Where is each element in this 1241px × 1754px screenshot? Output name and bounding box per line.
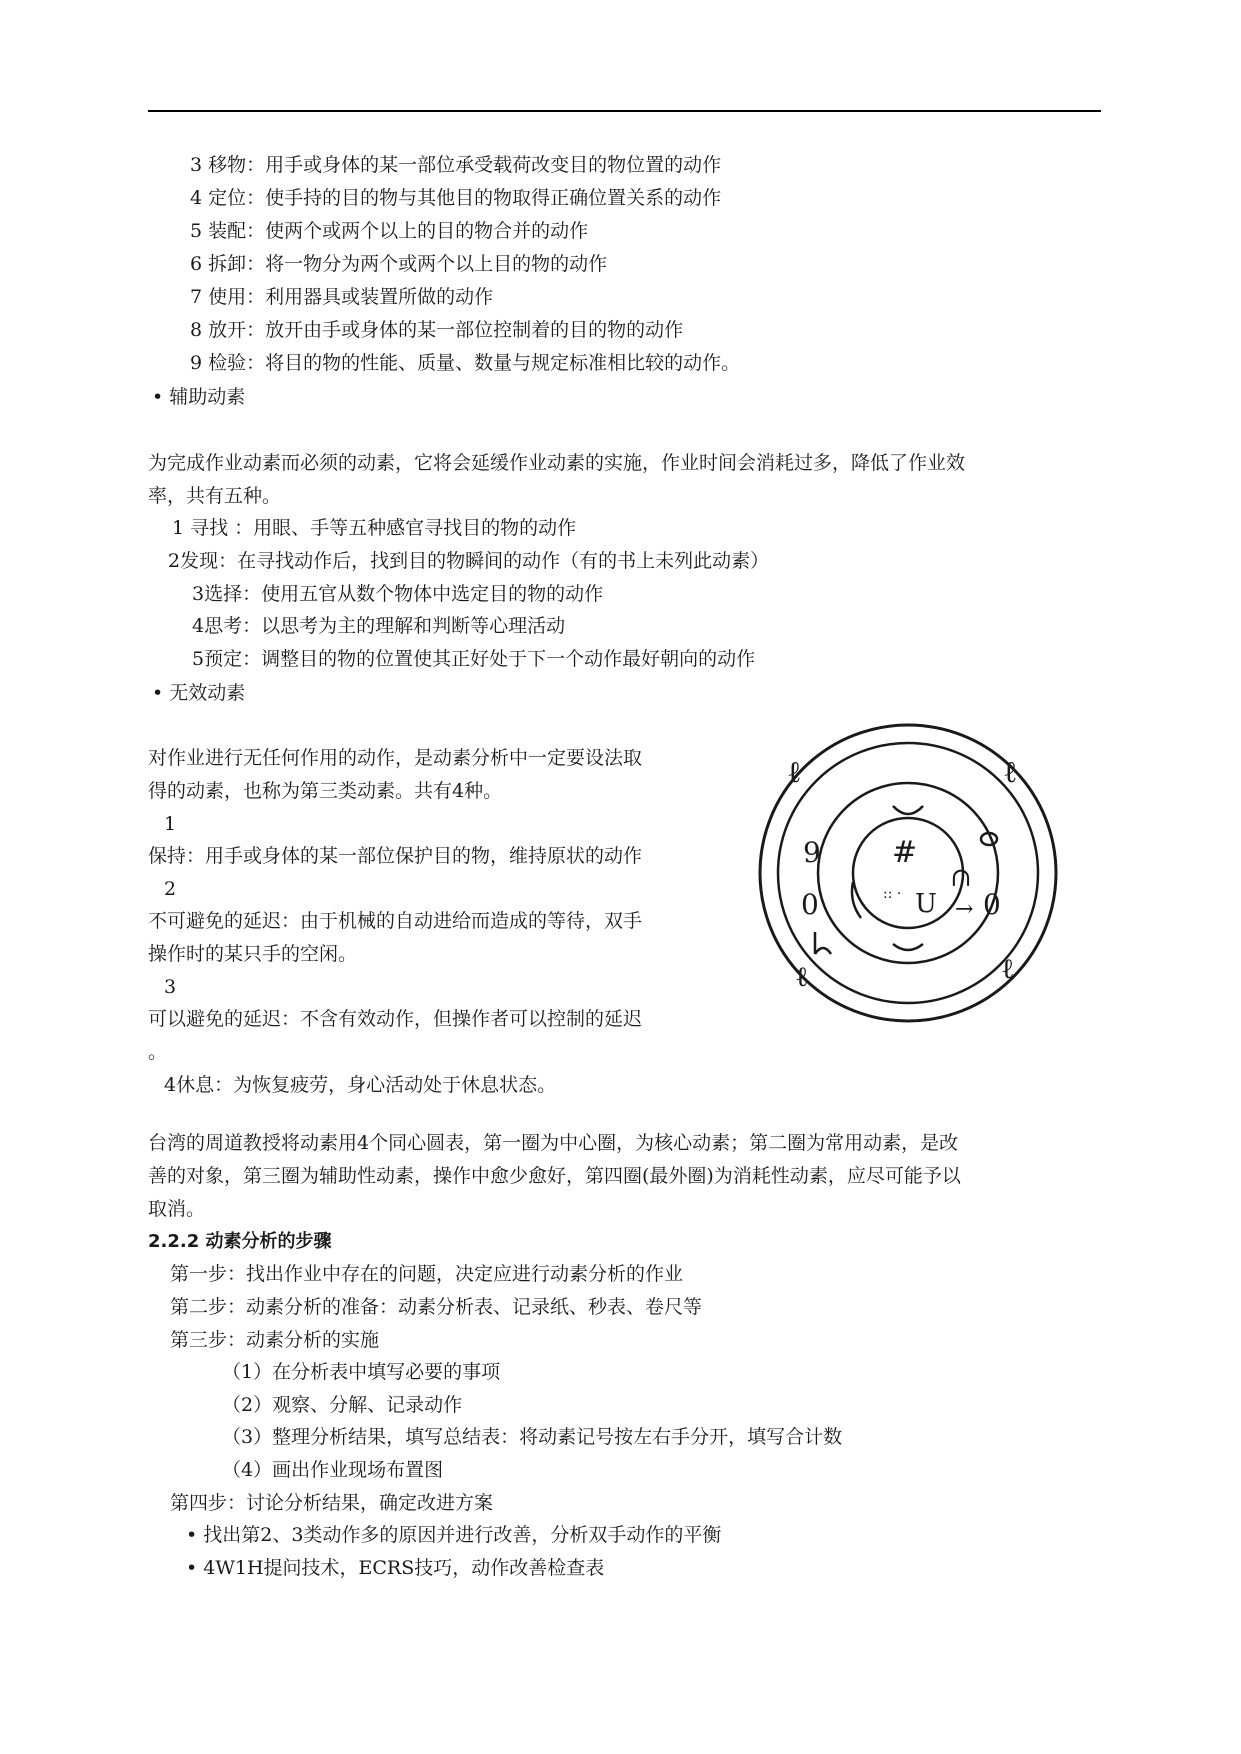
section-title: 2.2.2 动素分析的步骤 xyxy=(148,1231,332,1252)
substep-4: （4）画出作业现场布置图 xyxy=(222,1459,444,1481)
aux-item-5: 5预定：调整目的物的位置使其正好处于下一个动作最好朝向的动作 xyxy=(192,648,756,670)
symbol-ring2-arrow: → xyxy=(955,897,974,922)
aux-desc-line2: 率，共有五种。 xyxy=(148,485,282,507)
step-4-bullet-2: • 4W1H提问技术，ECRS技巧，动作改善检查表 xyxy=(186,1557,605,1579)
invalid-item-1: 保持：用手或身体的某一部位保护目的物，维持原状的动作 xyxy=(148,845,643,867)
symbol-ring2-cap: ∩ xyxy=(950,863,972,893)
invalid-item-3-line1: 可以避免的延迟：不含有效动作，但操作者可以控制的延迟 xyxy=(148,1008,643,1030)
invalid-item-2-line2: 操作时的某只手的空闲。 xyxy=(148,943,358,965)
symbol-core-u: U xyxy=(915,889,937,919)
basic-item-6: 6 拆卸：将一物分为两个或两个以上目的物的动作 xyxy=(190,253,608,275)
symbol-ring3-zero-left: 0 xyxy=(801,888,819,921)
invalid-num-3: 3 xyxy=(164,976,177,998)
step-4: 第四步：讨论分析结果，确定改进方案 xyxy=(170,1492,494,1514)
basic-item-5: 5 装配：使两个或两个以上的目的物合并的动作 xyxy=(190,220,589,242)
basic-item-9: 9 检验：将目的物的性能、质量、数量与规定标准相比较的动作。 xyxy=(190,352,741,374)
basic-item-3: 3 移物：用手或身体的某一部位承受载荷改变目的物位置的动作 xyxy=(190,154,722,176)
aux-item-4: 4思考：以思考为主的理解和判断等心理活动 xyxy=(192,615,566,637)
header-rule xyxy=(148,110,1101,112)
symbol-core-dots: :: · xyxy=(883,886,902,902)
substep-2: （2）观察、分解、记录动作 xyxy=(222,1394,463,1416)
concentric-circle-diagram xyxy=(757,722,1059,1024)
step-3: 第三步：动素分析的实施 xyxy=(170,1329,380,1351)
symbol-outer-top-left: ℓ xyxy=(787,755,802,790)
basic-item-7: 7 使用：利用器具或装置所做的动作 xyxy=(190,286,494,308)
step-2: 第二步：动素分析的准备：动素分析表、记录纸、秒表、卷尺等 xyxy=(170,1296,703,1318)
symbol-core-hash: # xyxy=(892,835,918,870)
step-4-bullet-1: • 找出第2、3类动作多的原因并进行改善，分析双手动作的平衡 xyxy=(186,1524,722,1546)
symbol-outer-top-right: ℓ xyxy=(1003,755,1018,790)
aux-item-2: 2发现：在寻找动作后，找到目的物瞬间的动作（有的书上未列此动素） xyxy=(168,550,770,572)
symbol-outer-bottom-right: ℓ xyxy=(1001,952,1015,985)
symbol-outer-bottom-left: ℓ xyxy=(795,960,809,993)
invalid-item-2-line1: 不可避免的延迟：由于机械的自动进给而造成的等待，双手 xyxy=(148,910,643,932)
invalid-item-3-line2: 。 xyxy=(148,1041,168,1063)
substep-1: （1）在分析表中填写必要的事项 xyxy=(222,1361,501,1383)
zhou-line2: 善的对象，第三圈为辅助性动素，操作中愈少愈好，第四圈(最外圈)为消耗性动素，应尽可能予以 xyxy=(148,1165,961,1187)
aux-item-1: 1 寻找 ：用眼、手等五种感官寻找目的物的动作 xyxy=(172,517,577,539)
aux-desc-line1: 为完成作业动素而必须的动素，它将会延缓作业动素的实施，作业时间会消耗过多，降低了作业效 xyxy=(148,452,966,474)
invalid-num-2: 2 xyxy=(164,878,177,900)
invalid-desc-line2: 得的动素，也称为第三类动素。共有4种。 xyxy=(148,780,503,802)
symbol-ring3-zero-right: 0 xyxy=(983,888,1001,921)
zhou-line3: 取消。 xyxy=(148,1198,206,1220)
aux-item-3: 3选择：使用五官从数个物体中选定目的物的动作 xyxy=(192,583,604,605)
invalid-item-4: 4休息：为恢复疲劳，身心活动处于休息状态。 xyxy=(164,1074,557,1096)
zhou-line1: 台湾的周道教授将动素用4个同心圆表，第一圈为中心圈，为核心动素；第二圈为常用动素，是改 xyxy=(148,1132,959,1154)
symbol-ring2-bottom-smile xyxy=(893,944,923,950)
aux-heading: • 辅助动素 xyxy=(152,386,246,408)
symbol-ring3-nine: 9 xyxy=(803,836,821,869)
invalid-heading: • 无效动素 xyxy=(152,682,246,704)
invalid-num-1: 1 xyxy=(164,813,177,835)
substep-3: （3）整理分析结果，填写总结表：将动素记号按左右手分开，填写合计数 xyxy=(222,1426,843,1448)
step-1: 第一步：找出作业中存在的问题，决定应进行动素分析的作业 xyxy=(170,1263,684,1285)
symbol-ring2-top-smile xyxy=(893,806,923,814)
invalid-desc-line1: 对作业进行无任何作用的动作，是动素分析中一定要设法取 xyxy=(148,747,643,769)
basic-item-4: 4 定位：使手持的目的物与其他目的物取得正确位置关系的动作 xyxy=(190,187,722,209)
symbol-ring3-bottom-left-mark xyxy=(815,932,831,954)
basic-item-8: 8 放开：放开由手或身体的某一部位控制着的目的物的动作 xyxy=(190,319,684,341)
